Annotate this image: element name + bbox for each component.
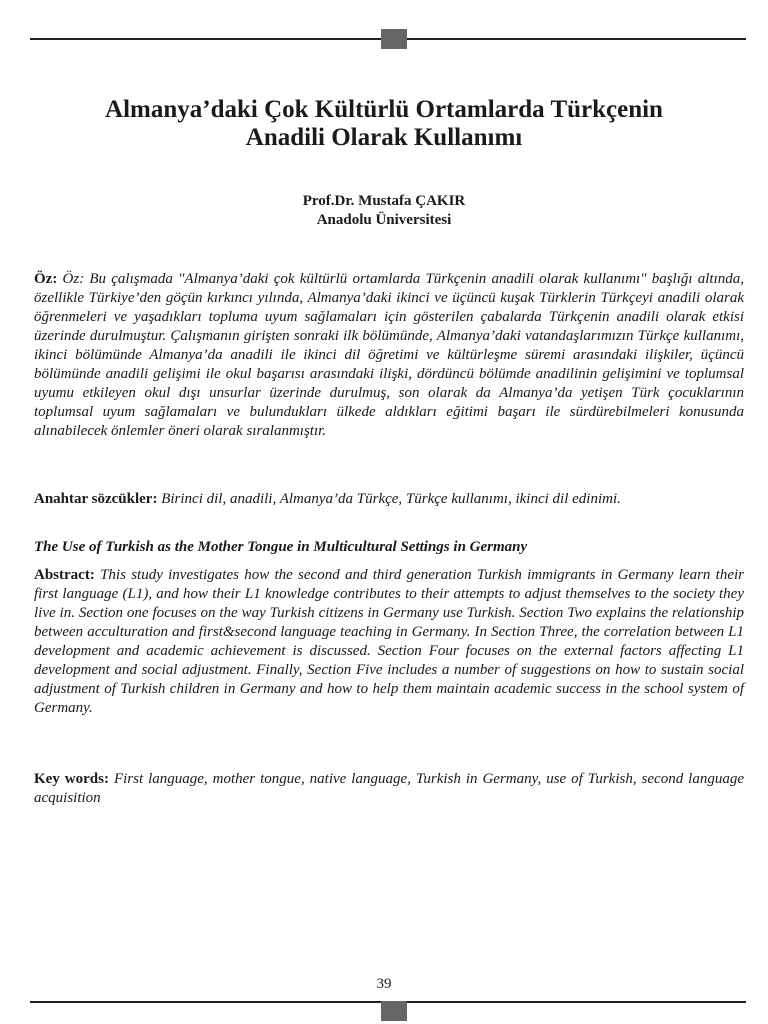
keywords-paragraph [34, 770, 744, 808]
anahtar-label: Anahtar sözcükler: [34, 491, 158, 507]
oz-paragraph [34, 270, 744, 441]
keywords-label: Key words: [34, 771, 109, 787]
oz-text: Öz: Bu çalışmada "Almanya’daki çok kültürlü ortamlarda Türkçenin anadili olarak kullanımı" başlığı altında, özellikle Türkiye’den göçün kırkıncı yılında, Almanya’daki ikinci ve üçüncü kuşak Türklerin Türkçeyi anadili olarak öğrenmeleri ve yaşadıkları topluma uyum sağlamaları için gösterilen çabalarda Türkçenin anadili olarak etkisi üzerinde durulmuştur. Çalışmanın girişten sonraki ilk bölümünde, Almanya’daki vatandaşlarımızın Türkçe kullanımı, ikinci bölümünde Almanya’da anadili ile ikinci dil öğretimi ve kültürleşme süremi arasındaki ilişkiler, üçüncü bölümünde anadili gelişimi ile okul başarısı arasındaki ilişki, dördüncü bölümde anadilinin gelişimini ve toplumsal uyumu etkileyen okul dışı unsurlar üzerinde durulmuş, son olarak da Almanya’da yetişen Türk çocuklarının toplumsal uyum sağlamaları ve bulundukları ülkede aldıkları eğitimi başarı ile sürdürebilmeleri konusunda alınabilecek önlemler öneri olarak sıralanmıştır. [34, 271, 744, 439]
paper-title-line2: Anadili Olarak Kullanımı [245, 124, 523, 151]
oz-label: Öz: [34, 271, 58, 287]
abstract-text: This study investigates how the second and third generation Turkish immigrants in Germany learn their first language (L1), and how their L1 knowledge contributes to their attempts to adjust themselves to the society they live in. Section one focuses on the way Turkish citizens in Germany use Turkish. Section Two explains the relationship between acculturation and first&second language teaching in Germany. In Section Three, the correlation between L1 development and academic achievement is discussed. Section Four focuses on the external factors affecting L1 development and social adjustment. Finally, Section Five includes a number of suggestions on how to sustain social adjustment of Turkish children in Germany and how to help them maintain academic success in the school system of Germany. [34, 567, 745, 716]
english-title: The Use of Turkish as the Mother Tongue in Multicultural Settings in Germany [34, 539, 528, 555]
paper-title-line1: Almanya’daki Çok Kültürlü Ortamlarda Türkçenin [105, 96, 663, 123]
author-affiliation: Anadolu Üniversitesi [316, 212, 452, 228]
anahtar-paragraph [34, 490, 744, 509]
author-name: Prof.Dr. Mustafa ÇAKIR [302, 193, 466, 209]
author-block [40, 192, 728, 230]
keywords-text: First language, mother tongue, native language, Turkish in Germany, use of Turkish, second language acquisition [34, 771, 744, 806]
anahtar-text: Birinci dil, anadili, Almanya’da Türkçe, Türkçe kullanımı, ikinci dil edinimi. [161, 491, 621, 507]
bottom-rule-marker [381, 1001, 407, 1021]
page-number: 39 [376, 976, 392, 992]
paper-title [40, 96, 728, 152]
abstract-paragraph [34, 566, 744, 718]
abstract-label: Abstract: [34, 567, 95, 583]
top-rule-marker [381, 29, 407, 49]
